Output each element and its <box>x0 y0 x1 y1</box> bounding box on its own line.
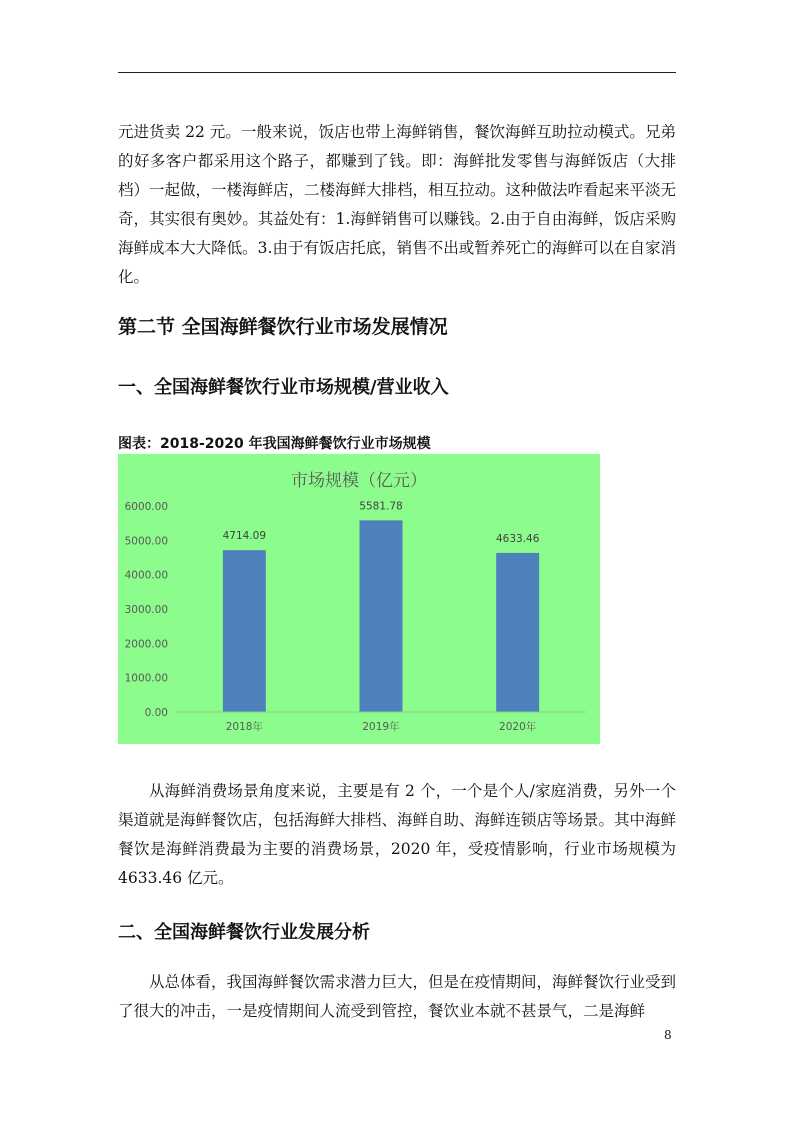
y-tick-label: 5000.00 <box>124 535 168 548</box>
header-rule <box>118 72 676 73</box>
bar-value-label: 5581.78 <box>359 500 403 513</box>
x-tick-label: 2018年 <box>225 721 263 733</box>
x-tick-label: 2020年 <box>499 721 537 733</box>
subsection-title-development: 二、全国海鲜餐饮行业发展分析 <box>118 922 370 943</box>
subsection-title-market-size: 一、全国海鲜餐饮行业市场规模/营业收入 <box>118 377 449 398</box>
bar-2018年 <box>223 550 266 712</box>
y-tick-label: 3000.00 <box>124 604 168 616</box>
y-tick-label: 2000.00 <box>124 638 168 651</box>
paragraph-consumption-scenes: 从海鲜消费场景角度来说，主要是有 2 个，一个是个人/家庭消费，另外一个渠道就是海鲜餐饮店，包括海鲜大排档、海鲜自助、海鲜连锁店等场景。其中海鲜餐饮是海鲜消费最为主要的消费场景，2020 年，受疫情影响，行业市场规模为 4633.46 亿元。 <box>118 782 677 887</box>
y-tick-label: 0.00 <box>144 707 168 719</box>
paragraph-intro: 元进货卖 22 元。一般来说，饭店也带上海鲜销售，餐饮海鲜互助拉动模式。兄弟的好多客户都采用这个路子，都赚到了钱。即：海鲜批发零售与海鲜饭店（大排档）一起做，一楼海鲜店，二楼海鲜大排档，相互拉动。这种做法咋看起来平淡无奇，其实很有奥妙。其益处有：1.海鲜销售可以赚钱。2.由于自由海鲜，饭店采购海鲜成本大大降低。3.由于有饭店托底，销售不出或暂养死亡的海鲜可以在自家消化。 <box>118 123 677 286</box>
bar-2020年 <box>496 553 539 712</box>
bar-2019年 <box>360 520 403 712</box>
bar-value-label: 4633.46 <box>495 532 540 545</box>
y-tick-label: 1000.00 <box>124 672 168 685</box>
y-tick-label: 4000.00 <box>124 569 168 582</box>
market-size-chart <box>118 454 600 744</box>
page-number: 8 <box>664 1028 672 1042</box>
figure-caption: 图表：2018-2020 年我国海鲜餐饮行业市场规模 <box>118 436 431 452</box>
bar-value-label: 4714.09 <box>222 530 267 543</box>
y-tick-label: 6000.00 <box>124 501 168 513</box>
paragraph-overview: 从总体看，我国海鲜餐饮需求潜力巨大，但是在疫情期间，海鲜餐饮行业受到了很大的冲击，一是疫情期间人流受到管控，餐饮业本就不甚景气，二是海鲜 <box>118 973 677 1020</box>
chart-title: 市场规模（亿元） <box>291 471 427 491</box>
market-size-chart-svg <box>118 454 600 744</box>
x-tick-label: 2019年 <box>362 721 400 733</box>
section-title: 第二节 全国海鲜餐饮行业市场发展情况 <box>118 316 448 338</box>
